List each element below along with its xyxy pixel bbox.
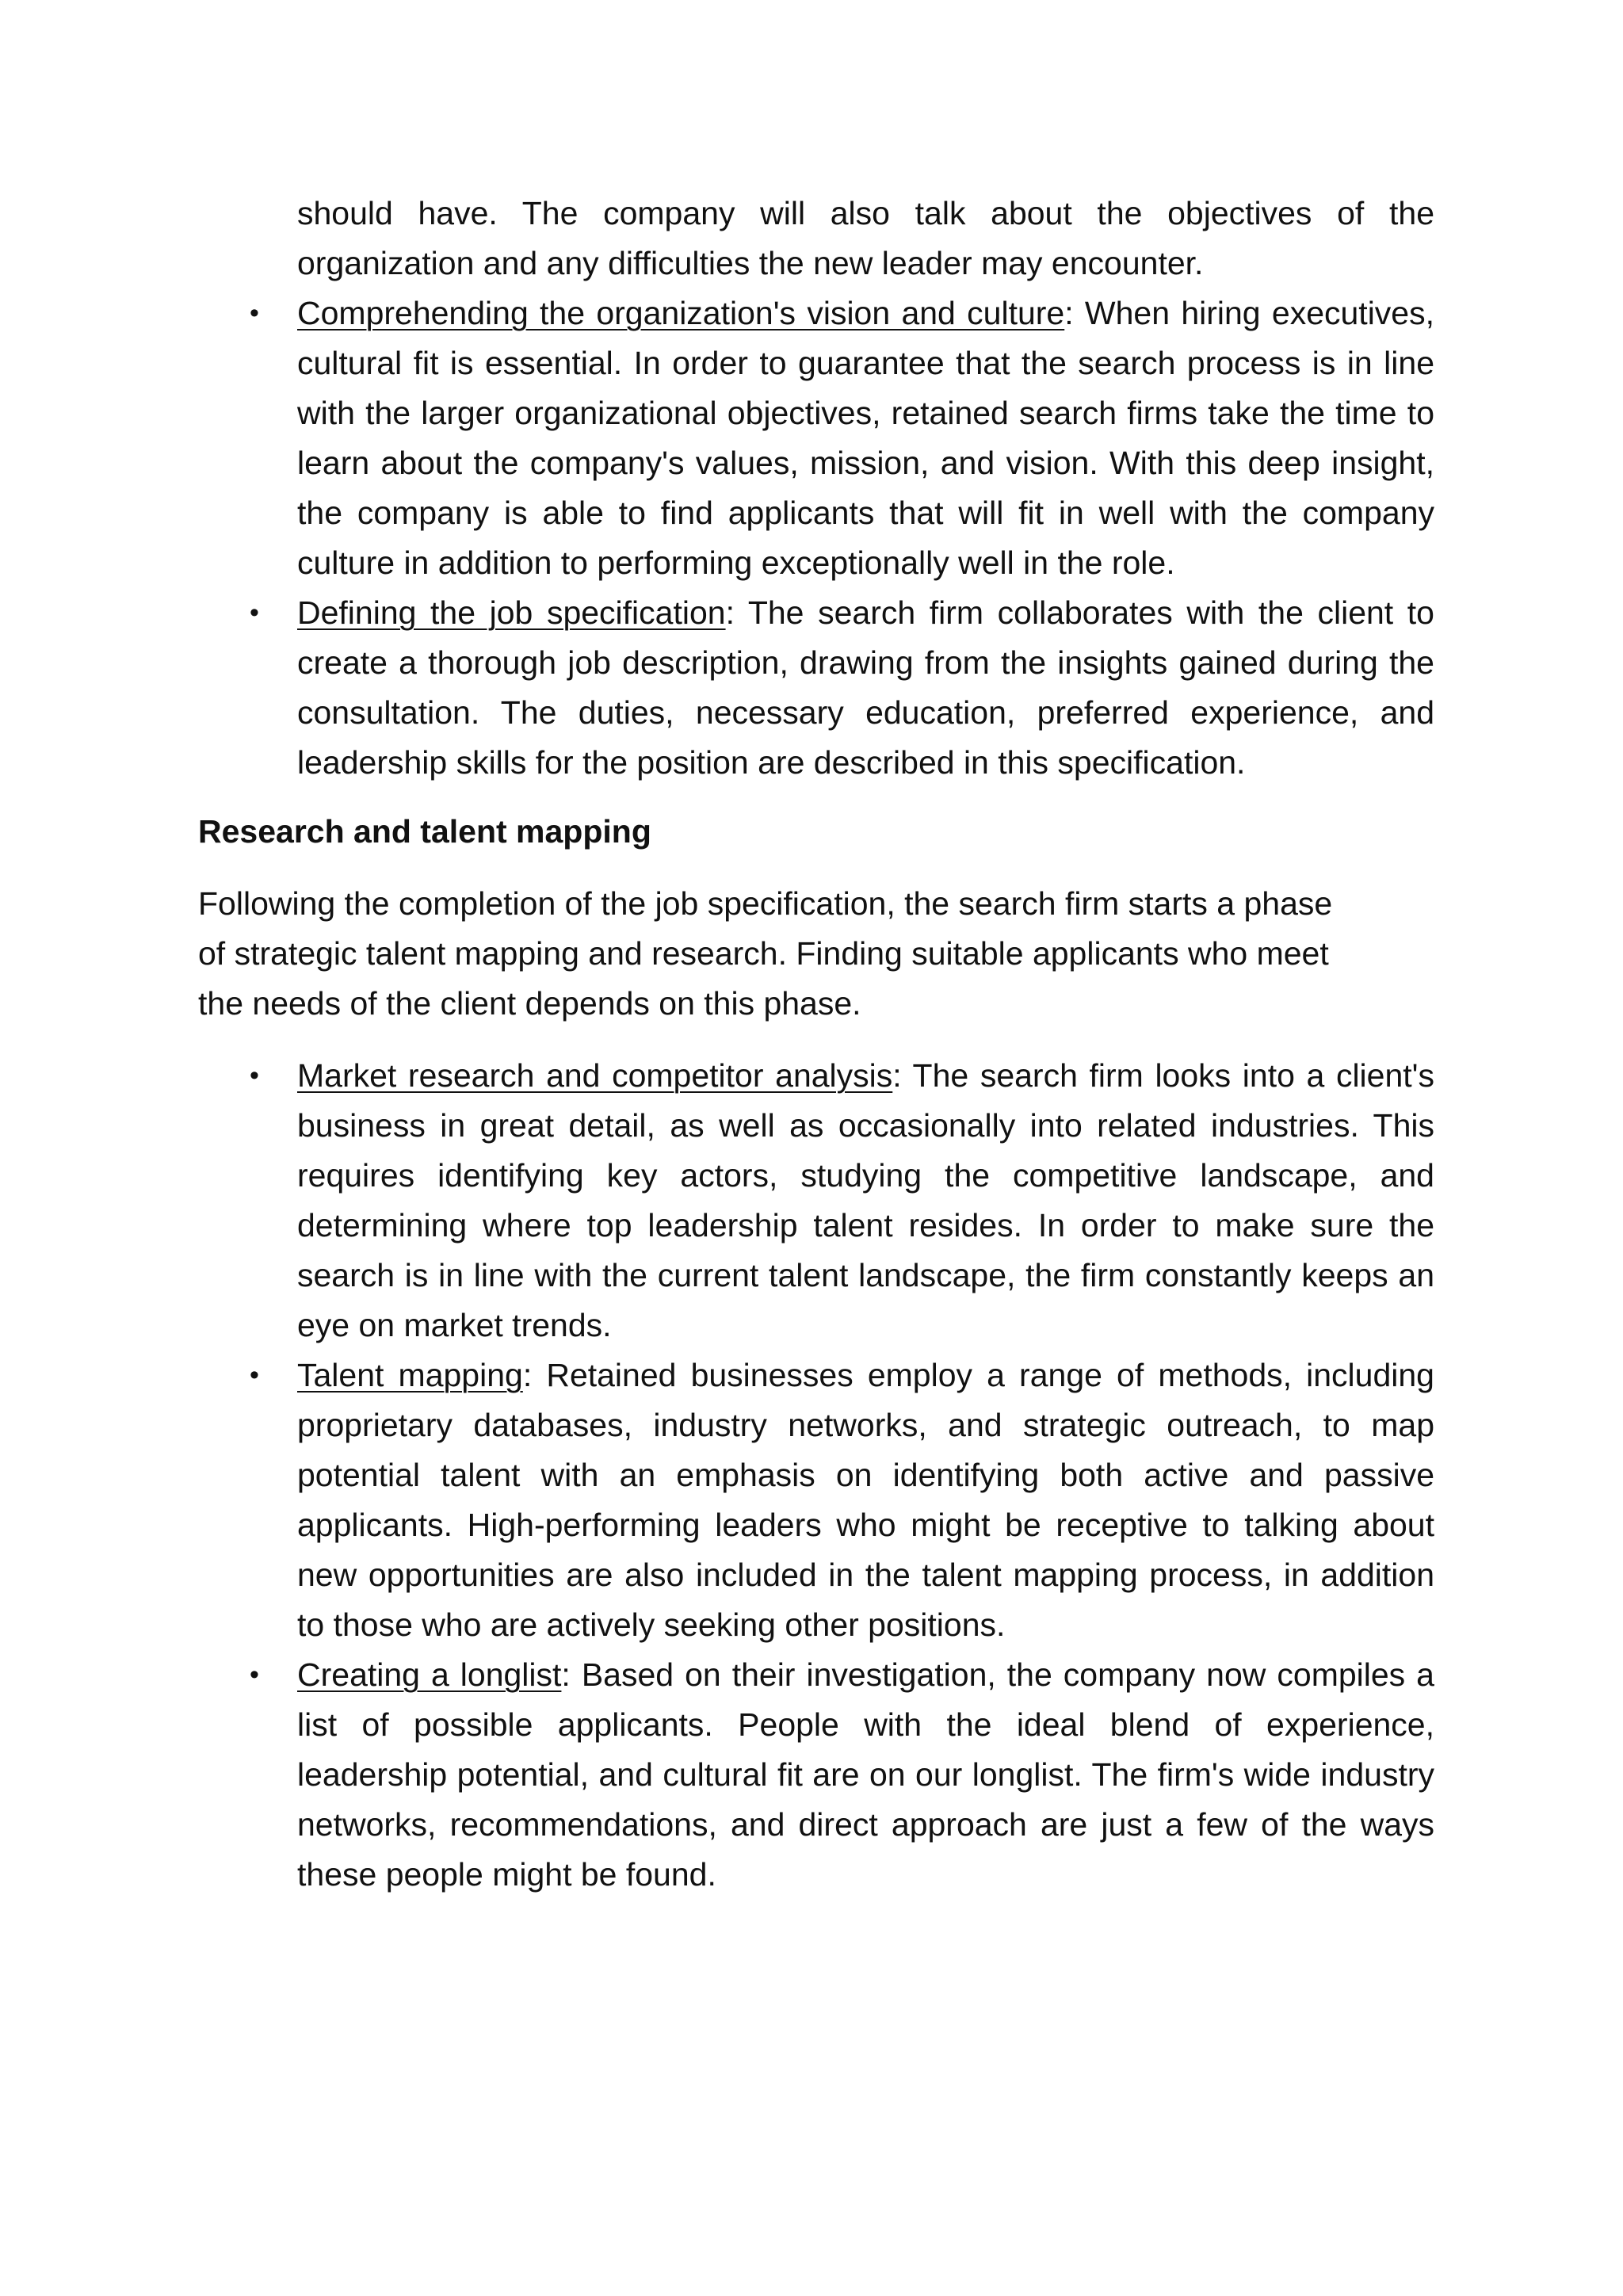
section-intro-paragraph: Following the completion of the job specification, the search firm starts a phase of strategic talent mapping and research. Finding suitable applicants who meet the needs of the client depends on this phase. <box>198 885 1333 1022</box>
bullet-list-research <box>198 1051 1434 1900</box>
item-lead-job-specification: Defining the job specification <box>297 594 726 631</box>
continued-paragraph: should have. The company will also talk about the objectives of the organization and any difficulties the new leader may encounter. <box>297 195 1434 281</box>
list-item-vision-culture <box>250 288 1434 588</box>
item-text-market-research: : The search firm looks into a client's business in great detail, as well as occasionally into related industries. This requires identifying key actors, studying the competitive landscape, and determining where top leadership talent resides. In order to make sure the search is in line with the current talent landscape, the firm constantly keeps an eye on market trends. <box>297 1057 1434 1343</box>
bullet-icon: • <box>250 1060 259 1091</box>
list-item-market-research <box>250 1051 1434 1350</box>
page-content <box>198 189 1434 1900</box>
bullet-icon: • <box>250 298 259 328</box>
item-text-talent-mapping: : Retained businesses employ a range of methods, including proprietary databases, industry networks, and strategic outreach, to map potential talent with an emphasis on identifying both active and passive applicants. High-performing leaders who might be receptive to talking about new opportunities are also included in the talent mapping process, in addition to those who are actively seeking other positions. <box>297 1357 1434 1643</box>
bullet-icon: • <box>250 1360 259 1390</box>
item-lead-longlist: Creating a longlist <box>297 1656 562 1693</box>
item-lead-market-research: Market research and competitor analysis <box>297 1057 893 1094</box>
item-text-job-specification: : The search firm collaborates with the client to create a thorough job description, drawing from the insights gained during the consultation. The duties, necessary education, preferred experience, and leadership skills for the position are described in this specification. <box>297 594 1434 781</box>
item-lead-talent-mapping: Talent mapping <box>297 1357 523 1393</box>
list-item-job-specification <box>250 588 1434 788</box>
item-lead-vision-culture: Comprehending the organization's vision and culture <box>297 295 1065 331</box>
item-text-vision-culture: : When hiring executives, cultural fit is essential. In order to guarantee that the search process is in line with the larger organizational objectives, retained search firms take the time to learn about the company's values, mission, and vision. With this deep insight, the company is able to find applicants that will fit in well with the company culture in addition to performing exceptionally well in the role. <box>297 295 1434 581</box>
list-item-talent-mapping <box>250 1350 1434 1650</box>
bullet-list-consultation <box>198 288 1434 788</box>
section-heading: Research and talent mapping <box>198 813 651 850</box>
bullet-icon: • <box>250 598 259 628</box>
item-text-longlist: : Based on their investigation, the company now compiles a list of possible applicants. People with the ideal blend of experience, leadership potential, and cultural fit are on our longlist. The firm's wide industry networks, recommendations, and direct approach are just a few of the ways these people might be found. <box>297 1656 1434 1893</box>
bullet-list-top <box>198 189 1434 788</box>
bullet-icon: • <box>250 1660 259 1690</box>
list-item-longlist <box>250 1650 1434 1900</box>
